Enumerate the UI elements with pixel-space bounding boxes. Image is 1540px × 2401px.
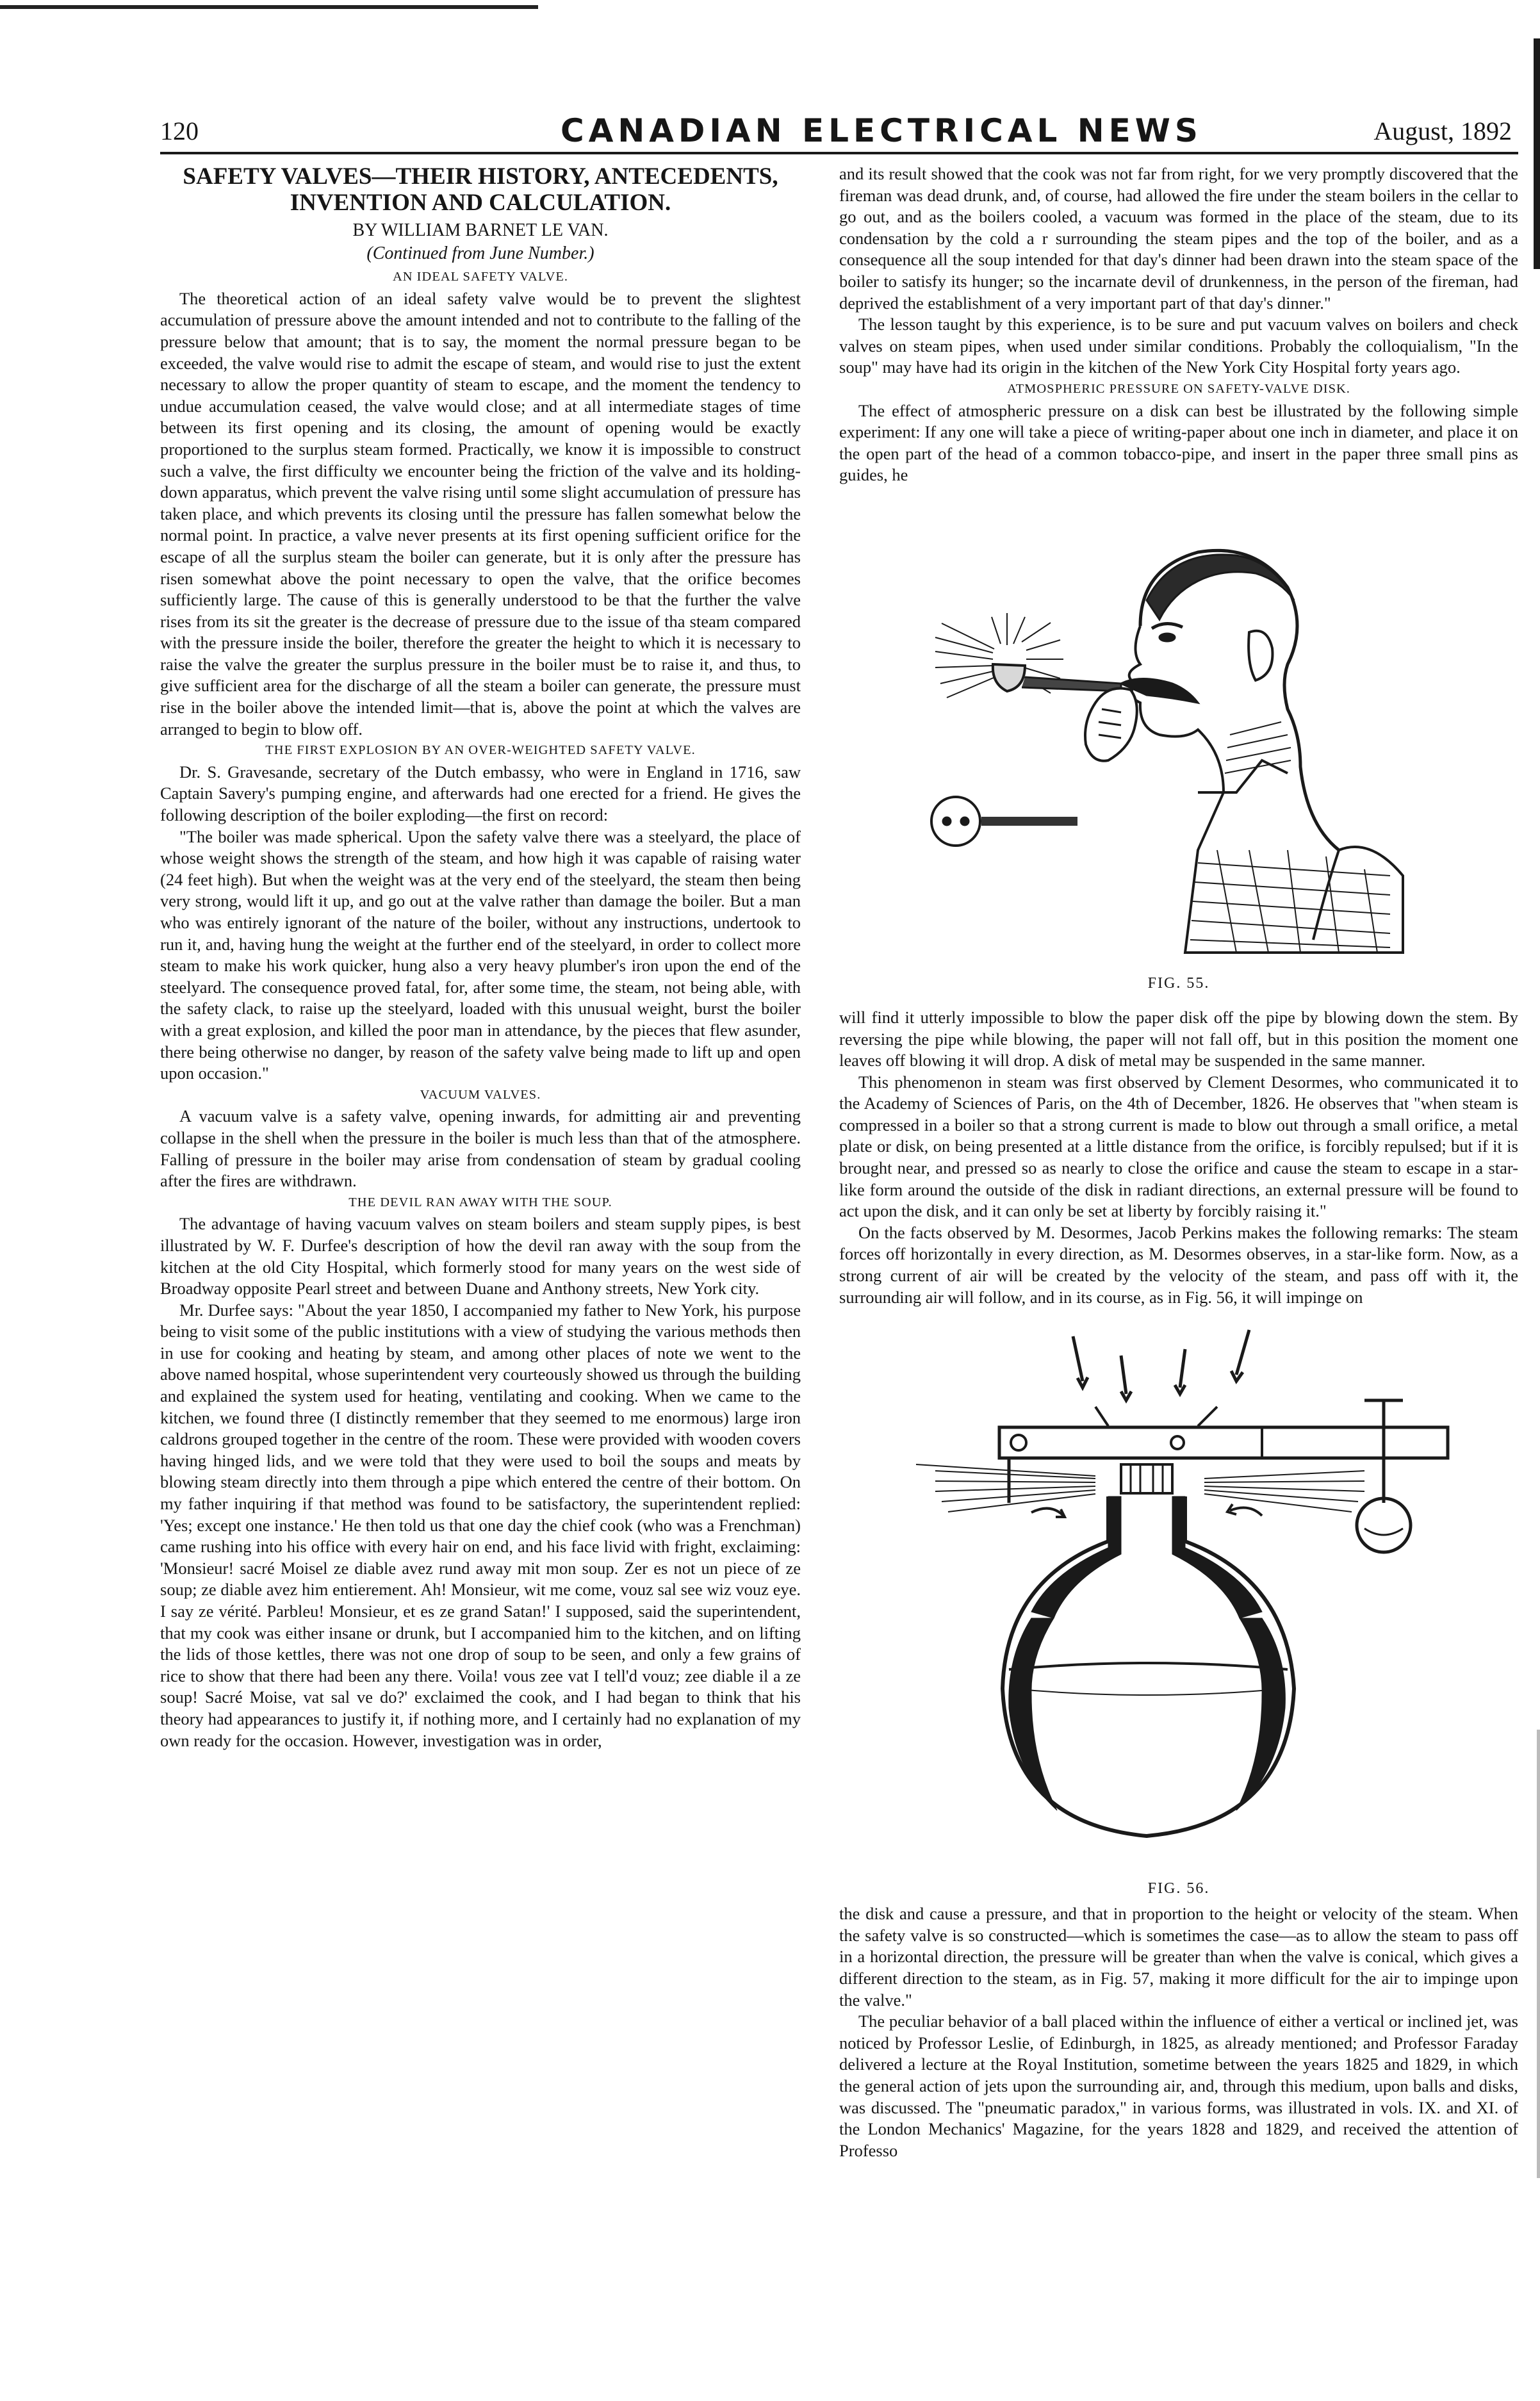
heading-devil-soup: THE DEVIL RAN AWAY WITH THE SOUP. [348,1195,612,1209]
heading-atmospheric-pressure: ATMOSPHERIC PRESSURE ON SAFETY-VALVE DISK. [1007,381,1350,396]
right-column [839,163,1518,2161]
paragraph: "The boiler was made spherical. Upon the safety valve there was a steelyard, the place of whose weight shows the strength of the steam, and how high it was capable of raising water (24 feet high). But when the weight was at the very end of the steelyard, the steam then being very strong, would lift it up, and go out at the valve rather than damage the boiler. But a man who was entirely ignorant of the nature of the boiler, without any instructions, undertook to run it, and, having hung the weight at the further end of the steelyard, in order to collect more steam to make his work quicker, hung also a very heavy plumber's iron upon the end of the steelyard. The consequence proved fatal, for, after some time, the steam, not being able, with the safety clack, to raise up the steelyard, loaded with this unusual weight, burst the boiler with a great explosion, and killed the poor man in attendance, by the pieces that flew asunder, there being otherwise no danger, by reason of the safety valve being made to lift up and open upon occasion." [160,826,801,1083]
article-title: SAFETY VALVES—THEIR HISTORY, ANTECEDENTS, INVENTION AND CALCULATION. [183,163,778,216]
paragraph: the disk and cause a pressure, and that in proportion to the height or velocity of the steam. When the safety valve is so constructed—which is sometimes the case—as to allow the steam to pass off in a horizontal direction, the pressure will be greater than when the valve is conical, which gives a different direction to the steam, as in Fig. 57, making it more difficult for the air to impinge upon the valve." [839,1904,1518,2010]
paragraph: The advantage of having vacuum valves on steam boilers and steam supply pipes, is best illustrated by W. F. Durfee's description of how the devil ran away with the soup from the kitchen at the old City Hospital, which formerly stood for many years on the west side of Broadway opposite Pearl street and between Duane and Anthony streets, New York city. [160,1214,801,1299]
figure-55-caption: FIG. 55. [1147,974,1210,992]
paragraph: A vacuum valve is a safety valve, opening inwards, for admitting air and preventing collapse in the shell when the pressure in the boiler is much less than that of the atmosphere. Falling of pressure in the boiler may arise from condensation of steam by gradual cooling after the fires are withdrawn. [160,1106,801,1191]
scan-edge-bar [1534,38,1540,269]
article-byline: BY WILLIAM BARNET LE VAN. [352,220,609,240]
heading-ideal-safety-valve: AN IDEAL SAFETY VALVE. [392,270,569,284]
paragraph: Mr. Durfee says: "About the year 1850, I accompanied my father to New York, his purpose being to visit some of the public institutions with a view of studying the various methods then in use for cooking and heating by steam, and among other places of note we went to the above named hospital, whose superintendent very courteously showed us through the building and explained the system used for heating, ventilating and cooking. When we came to the kitchen, we found three (I distinctly remember that they seemed to me enormous) large iron caldrons grouped together in the centre of the room. These were provided with wooden covers having hinged lids, and we were told that they were used to boil the soups and meats by blowing steam directly into them through a pipe which entered the centre of their bottom. On my father inquiring if that method was found to be satisfactory, the superintendent replied: 'Yes; except one instance.' He then told us that one day the chief cook (who was a Frenchman) came rushing into his office with every hair on end, and his face livid with fright, exclaiming: 'Monsieur! sacré Moisel ze diable avez rund away mit mon soup. Zer es not un piece of ze soup; ze diable avez him entierement. Ah! Monsieur, wit me come, vouz sal see wiz vouz eye. I say ze vérité. Parbleu! Monsieur, et es ze grand Satan!' I supposed, said the superintendent, that my cook was either insane or drunk, but I accompanied him to the kitchen, and on lifting the lids of those kettles, there was not one drop of soup to be seen, and only a few grains of rice to show that there had been any there. Voila! vous zee vat I tell'd vouz; zee diable il a ze soup! Sacré Moise, vat sal ve do?' exclaimed the cook, and I had began to think that his theory had appearances to justify it, if nothing more, and I certainly had no explanation of my own ready for the occasion. However, investigation was in order, [160,1300,801,1750]
figure-55 [839,491,1518,1007]
scan-edge-shadow [1537,1730,1540,2178]
issue-date: August, 1892 [1373,117,1512,145]
paragraph: The effect of atmospheric pressure on a disk can best be illustrated by the following simple experiment: If any one will take a piece of writing-paper about one inch in diameter, and place it on the open part of the head of a common tobacco-pipe, and insert in the paper three small pins as guides, he [839,400,1518,485]
pipe-smoker-illustration [839,491,1518,972]
safety-valve-diagram [839,1311,1518,1874]
continued-note: (Continued from June Number.) [366,243,594,263]
paragraph: On the facts observed by M. Desormes, Jacob Perkins makes the following remarks: The steam forces off horizontally in every direction, as M. Desormes observes, in a star-like form. Now, as a strong current of air will be created by the velocity of the steam, and pass off with it, the surrounding air will follow, and in its course, as in Fig. 56, it will impinge on [839,1222,1518,1307]
header-rule [160,152,1518,154]
left-column [160,163,801,1751]
paragraph: will find it utterly impossible to blow the paper disk off the pipe by blowing down the stem. By reversing the pipe while blowing, the paper will not fall off, but in this position the moment one leaves off blowing it will drop. A disk of metal may be suspended in the same manner. [839,1007,1518,1070]
figure-56 [839,1311,1518,1903]
journal-title: CANADIAN ELECTRICAL NEWS [561,112,1202,149]
page-header [160,112,1512,151]
paragraph: and its result showed that the cook was not far from right, for we very promptly discovered that the fireman was dead drunk, and, of course, had allowed the fire under the steam boilers in the cellar to go out, and as the boilers cooled, a vacuum was formed in the place of the steam, due to its condensation by the cold a r surrounding the steam pipes and the top of the boiler, and as a consequence all the soup intended for that day's dinner had been drawn into the steam space of the boiler to satisfy its hunger; so the incarnate devil of drunkenness, in the person of the fireman, had deprived the establishment of a very important part of that day's dinner." [839,164,1518,313]
paragraph: The lesson taught by this experience, is to be sure and put vacuum valves on boilers and check valves on steam pipes, when used under similar conditions. Probably the colloquialism, "In the soup" may have had its origin in the kitchen of the New York City Hospital forty years ago. [839,315,1518,377]
heading-first-explosion: THE FIRST EXPLOSION BY AN OVER-WEIGHTED SAFETY VALVE. [265,743,696,758]
paragraph: Dr. S. Gravesande, secretary of the Dutch embassy, who were in England in 1716, saw Captain Savery's pumping engine, and afterwards had one erected for a friend. He gives the following description of the boiler exploding—the first on record: [160,762,801,825]
page-number: 120 [160,117,199,145]
paragraph: This phenomenon in steam was first observed by Clement Desormes, who communicated it to the Academy of Sciences of Paris, on the 4th of December, 1826. He observes that "when steam is compressed in a boiler so that a strong current is made to blow out through a small orifice, a metal plate or disk, on being presented at a little distance from the orifice, is forcibly repulsed; but if it is brought near, and pressed so as nearly to close the orifice and cause the steam to escape in a star-like form around the outside of the disk in radiant directions, an external pressure will be found to act upon the disk, and it can only be set at liberty by forcibly raising it." [839,1072,1518,1221]
figure-56-caption: FIG. 56. [1147,1880,1210,1897]
heading-vacuum-valves: VACUUM VALVES. [420,1087,541,1102]
scan-top-rule [0,5,538,9]
paragraph: The peculiar behavior of a ball placed within the influence of either a vertical or inclined jet, was noticed by Professor Leslie, of Edinburgh, in 1825, as already mentioned; and Professor Faraday delivered a lecture at the Royal Institution, sometime between the years 1825 and 1829, in which the general action of jets upon the surrounding air, and, through this medium, upon balls and disks, was discussed. The "pneumatic paradox," in various forms, was illustrated in vols. IX. and XI. of the London Mechanics' Magazine, for the years 1828 and 1829, and received the attention of Professo [839,2012,1518,2160]
paragraph: The theoretical action of an ideal safety valve would be to prevent the slightest accumulation of pressure above the amount intended and not to contribute to the falling of the pressure below that amount; that is to say, the moment the normal pressure began to be exceeded, the valve would rise to admit the escape of steam, and would rise to just the extent necessary to allow the proper quantity of steam to escape, and the moment the tendency to undue accumulation ceased, the valve would close; and at all intermediate stages of time between its first opening and its closing, the amount of opening would be exactly proportioned to the surplus steam formed. Practically, we know it is impossible to construct such a valve, the first difficulty we encounter being the friction of the valve and its holding-down apparatus, which prevent the valve rising until some slight accumulation of pressure has taken place, and which prevents its closing until the pressure has fallen somewhat below the normal point. In practice, a valve never presents at its first opening sufficient orifice for the escape of all the surplus steam the boiler can generate, but it is only after the pressure has risen somewhat above the point necessary to open the valve, that the orifice becomes sufficiently large. The cause of this is generally understood to be that the further the valve rises from its sit the greater is the decrease of pressure due to the issue of tha steam compared with the pressure inside the boiler, therefore the greater the height to which it is necessary to raise the valve the greater the surplus pressure in the boiler must be to raise it, and thus, to give sufficient area for the discharge of all the steam a boiler can generate, the pressure must rise in the boiler above the intended limit—that is, above the point at which the valves are arranged to begin to blow off. [160,288,801,739]
